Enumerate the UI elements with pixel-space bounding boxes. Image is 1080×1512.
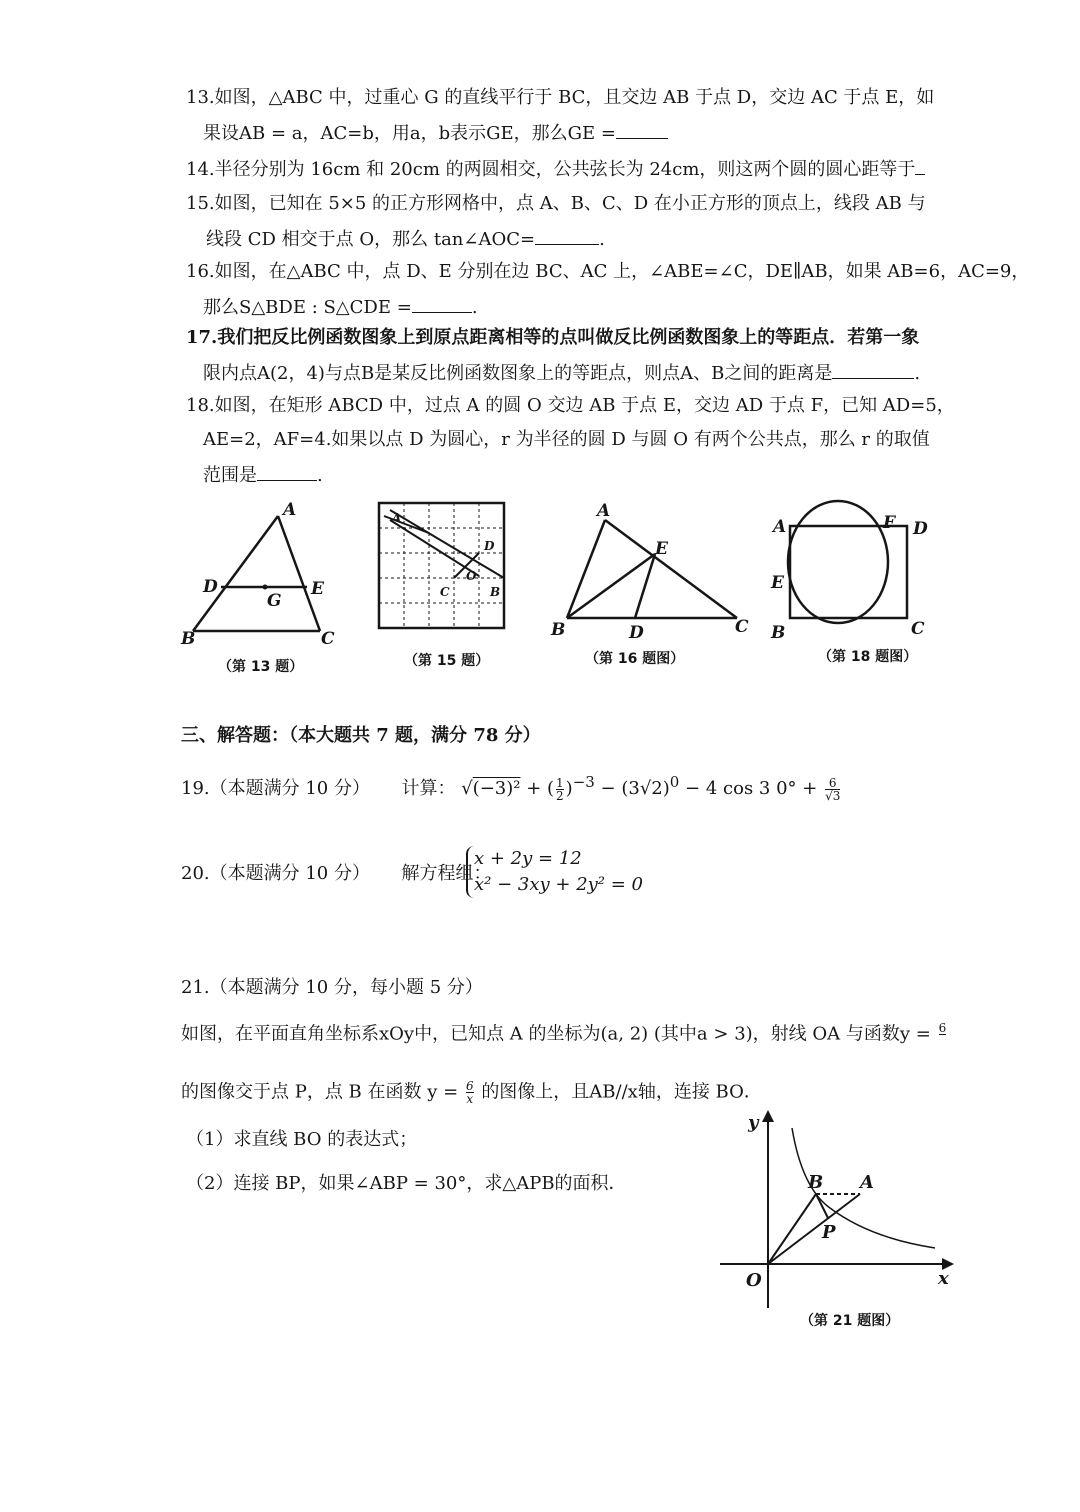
fig13-label-a: A	[283, 500, 297, 520]
q20-eq1: x + 2y = 12	[474, 848, 582, 869]
q18-line3: 范围是 .	[203, 462, 323, 488]
q16-text: 那么S△BDE : S△CDE =	[203, 297, 412, 318]
q21-line2-text-b: 的图像上，且AB//x轴，连接 BO．	[481, 1081, 762, 1103]
fig15-label-o: O	[466, 569, 477, 583]
q21-line1: 如图，在平面直角坐标系xOy中，已知点 A 的坐标为(a, 2) (其中a > 3)，射线 OA 与函数y = 6	[181, 1022, 948, 1047]
q21-label: 21.（本题满分 10 分，每小题 5 分）	[181, 977, 483, 998]
q19-label: 19.（本题满分 10 分）	[181, 778, 370, 799]
q17-line2: 限内点A(2，4)与点B是某反比例函数图象上的等距点，则点A、B之间的距离是 .	[203, 360, 920, 386]
q19-line	[181, 770, 842, 802]
q13-line1: 13.如图，△ABC 中，过重心 G 的直线平行于 BC，且交边 AB 于点 D，交边 AC 于点 E，如	[186, 87, 935, 108]
section3-heading: 三、解答题：（本大题共 7 题，满分 78 分）	[181, 725, 541, 746]
fig15-caption: （第 15 题）	[404, 653, 490, 669]
q17-text: 限内点A(2，4)与点B是某反比例函数图象上的等距点，则点A、B之间的距离是	[203, 363, 833, 384]
q21-line2: 的图像交于点 P，点 B 在函数 y = $\frac{6}{x}$ 的图像上，且AB//x轴，连接 BO．	[181, 1079, 762, 1106]
fig15-label-d: D	[484, 539, 495, 553]
fig18-caption: （第 18 题图）	[818, 649, 918, 665]
fig16-caption: （第 16 题图）	[585, 651, 685, 667]
figure-13	[175, 498, 345, 648]
fig13-label-g: G	[267, 591, 282, 611]
q15-line2: 线段 CD 相交于点 O，那么 tan∠AOC= .	[206, 226, 605, 252]
q21-sub1: （1）求直线 BO 的表达式；	[186, 1129, 418, 1150]
q20-prefix: 解方程组：	[401, 863, 492, 884]
fig21-ray-oa	[768, 1194, 860, 1264]
fig18-circle-o	[788, 501, 888, 623]
q16-answer-blank	[412, 294, 472, 313]
fig15-label-c: C	[440, 585, 450, 599]
fig21-line-bo	[768, 1194, 816, 1264]
fig21-label-y: y	[748, 1112, 759, 1133]
fig13-point-g	[263, 585, 268, 590]
q20-label: 20.（本题满分 10 分）	[181, 863, 370, 884]
figure-16	[545, 498, 755, 643]
q21-line2-text-a: 的图像交于点 P，点 B 在函数 y =	[181, 1081, 459, 1103]
fig15-label-a: A	[392, 511, 402, 525]
fig15-label-b: B	[490, 585, 501, 599]
fig18-label-b: B	[771, 623, 786, 643]
fig18-label-a: A	[773, 517, 787, 537]
q18-answer-blank	[257, 462, 317, 481]
fig16-line-de	[635, 554, 655, 618]
q20-system	[466, 846, 643, 898]
fig16-side-ac	[605, 520, 737, 618]
figure-21	[720, 1108, 960, 1308]
q18-line1: 18.如图，在矩形 ABCD 中，过点 A 的圆 O 交边 AB 于点 E，交边 AD 于点 F，已知 AD=5，	[186, 395, 955, 416]
fig18-rectangle	[790, 526, 907, 618]
fig16-label-a: A	[597, 501, 611, 521]
q13-line2	[203, 120, 668, 146]
figure-15	[374, 498, 508, 634]
fig13-label-c: C	[321, 629, 335, 648]
fig16-label-e: E	[655, 539, 668, 559]
fig13-label-e: E	[311, 579, 324, 599]
fig21-label-p: P	[822, 1222, 836, 1243]
q19-expression: √(−3)² + ( $\frac{1}{2}$ )$^{-3} - (3√2)^0 - 4$ cos 3 0° + $\frac{6}{√3}$	[461, 773, 841, 803]
figure-18	[765, 498, 935, 646]
fig16-label-b: B	[551, 620, 566, 640]
fig13-label-b: B	[181, 629, 196, 648]
q16-line1: 16.如图，在△ABC 中，点 D、E 分别在边 BC、AC 上，∠ABE=∠C，DE∥AB，如果 AB=6，AC=9，	[186, 261, 1030, 282]
fig16-label-d: D	[629, 623, 644, 643]
fig13-label-d: D	[203, 577, 218, 597]
fig18-label-f: F	[883, 513, 896, 533]
q18-text: 范围是	[203, 465, 257, 486]
q14-answer-blank	[915, 156, 925, 175]
fig18-label-e: E	[771, 573, 784, 593]
q17-answer-blank	[832, 360, 914, 379]
fig13-caption: （第 13 题）	[218, 659, 304, 675]
q13-answer-blank	[616, 120, 668, 139]
q20-line	[181, 862, 491, 886]
fig21-label-x: x	[938, 1268, 949, 1289]
fig18-label-d: D	[913, 519, 928, 539]
q20-eq2: x² − 3xy + 2y² = 0	[474, 874, 644, 895]
q17-line1: 17.我们把反比例函数图象上到原点距离相等的点叫做反比例函数图象上的等距点．若第一象	[186, 327, 920, 348]
q18-line2: AE=2，AF=4.如果以点 D 为圆心，r 为半径的圆 D 与圆 O 有两个公共点，那么 r 的取值	[203, 429, 930, 450]
fig13-side-ab	[193, 516, 278, 631]
q15-text: 线段 CD 相交于点 O，那么 tan∠AOC=	[206, 229, 536, 250]
fig21-label-b: B	[808, 1172, 824, 1193]
q13-text: 果设AB = a，AC=b，用a，b表示GE，那么GE =	[203, 123, 616, 144]
fig13-side-ac	[278, 516, 320, 631]
q15-line1: 15.如图，已知在 5×5 的正方形网格中，点 A、B、C、D 在小正方形的顶点上，线段 AB 与	[186, 193, 926, 214]
q21-sub2: （2）连接 BP，如果∠ABP = 30°，求△APB的面积．	[186, 1173, 627, 1194]
fig16-label-c: C	[735, 617, 749, 637]
fig18-label-c: C	[911, 619, 925, 639]
q15-answer-blank	[535, 226, 599, 245]
q14-line	[186, 156, 925, 182]
fig21-caption: （第 21 题图）	[800, 1313, 900, 1329]
fig21-label-a: A	[860, 1172, 874, 1193]
q21-line1-text: 如图，在平面直角坐标系xOy中，已知点 A 的坐标为(a, 2) (其中a > 3)，射线 OA 与函数y =	[181, 1023, 931, 1045]
fig21-y-arrow	[762, 1110, 774, 1122]
q16-line2: 那么S△BDE : S△CDE = .	[203, 294, 478, 320]
fig21-label-o: O	[746, 1270, 762, 1291]
q14-text: 14.半径分别为 16cm 和 20cm 的两圆相交，公共弦长为 24cm，则这两个圆的圆心距等于	[186, 159, 916, 180]
q19-prefix: 计算：	[401, 778, 456, 799]
